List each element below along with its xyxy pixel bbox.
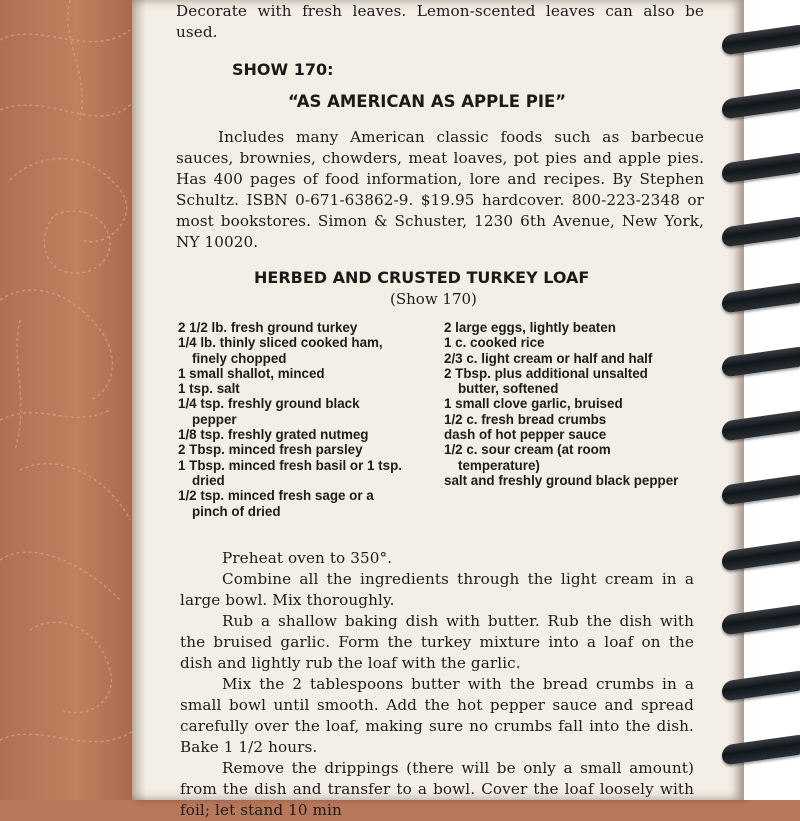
ingredients-left [178, 320, 406, 519]
recipe-step: Rub a shallow baking dish with butter. Rub the dish with the bruised garlic. Form the turkey mixture into a loaf on the dish and lightly rub the loaf with the garlic. [180, 612, 694, 672]
ingredient-item: 1 small shallot, minced [178, 365, 325, 381]
quilt-background [0, 0, 140, 800]
ingredient-item: 2 Tbsp. minced fresh parsley [178, 442, 363, 458]
ingredient-item: 1 Tbsp. minced fresh basil or 1 tsp. dried [178, 457, 402, 488]
recipe-step: Remove the drippings (there will be only a small amount) from the dish and transfer to a bowl. Cover the loaf loosely with foil; let stand 10 min [180, 759, 694, 819]
ingredient-item: 1/4 lb. thinly sliced cooked ham, finely chopped [178, 335, 383, 366]
ingredient-item: 2 Tbsp. plus additional unsalted butter, softened [444, 365, 648, 397]
show-heading: SHOW 170: [232, 60, 334, 79]
recipe-step: Combine all the ingredients through the light cream in a large bowl. Mix thoroughly. [180, 570, 694, 609]
ingredient-item: 1 c. cooked rice [444, 335, 545, 351]
ingredient-item: dash of hot pepper sauce [444, 427, 607, 443]
recipe-steps [180, 548, 694, 821]
recipe-title: HERBED AND CRUSTED TURKEY LOAF [254, 268, 590, 287]
recipe-step: Preheat oven to 350°. [222, 549, 393, 567]
recipe-subtitle: (Show 170) [390, 290, 477, 308]
book-title: “AS AMERICAN AS APPLE PIE” [288, 92, 567, 111]
ingredient-item: 1/2 c. sour cream (at room temperature) [444, 442, 611, 473]
ingredient-item: 2 large eggs, lightly beaten [444, 320, 616, 335]
ingredients-right [444, 320, 684, 488]
ingredient-item: 1/8 tsp. freshly grated nutmeg [178, 427, 369, 443]
ingredient-item: 2 1/2 lb. fresh ground turkey [178, 320, 358, 335]
ingredient-item: 1 tsp. salt [178, 381, 240, 397]
ingredient-item: 1/2 tsp. minced fresh sage or a pinch of dried [178, 488, 374, 519]
book-description: Includes many American classic foods such as barbecue sauces, brownies, chowders, meat loaves, pot pies and apple pies. Has 400 pages of food information, lore and recipes. By Stephen Schultz. ISBN 0-671-63862-9. $19.95 hardcover. 800-223-2348 or most bookstores. Simon & Schuster, 1230 6th Avenue, New York, NY 10020. [176, 128, 704, 251]
ingredient-item: salt and freshly ground black pepper [444, 472, 679, 488]
ingredient-item: 1/2 c. fresh bread crumbs [444, 411, 607, 427]
ingredient-item: 1 small clove garlic, bruised [444, 396, 623, 412]
recipe-step: Mix the 2 tablespoons butter with the bread crumbs in a small bowl until smooth. Add the hot pepper sauce and spread carefully over the loaf, making sure no crumbs fall into the dish. Bake 1 1/2 hours. [180, 675, 694, 756]
ingredient-item: 2/3 c. light cream or half and half [444, 350, 653, 366]
intro-paragraph: Decorate with fresh leaves. Lemon-scented leaves can also be used. [176, 2, 704, 41]
quilt-stitching [0, 0, 140, 800]
page-gutter-shadow [132, 0, 146, 800]
ingredient-item: 1/4 tsp. freshly ground black pepper [178, 396, 360, 427]
